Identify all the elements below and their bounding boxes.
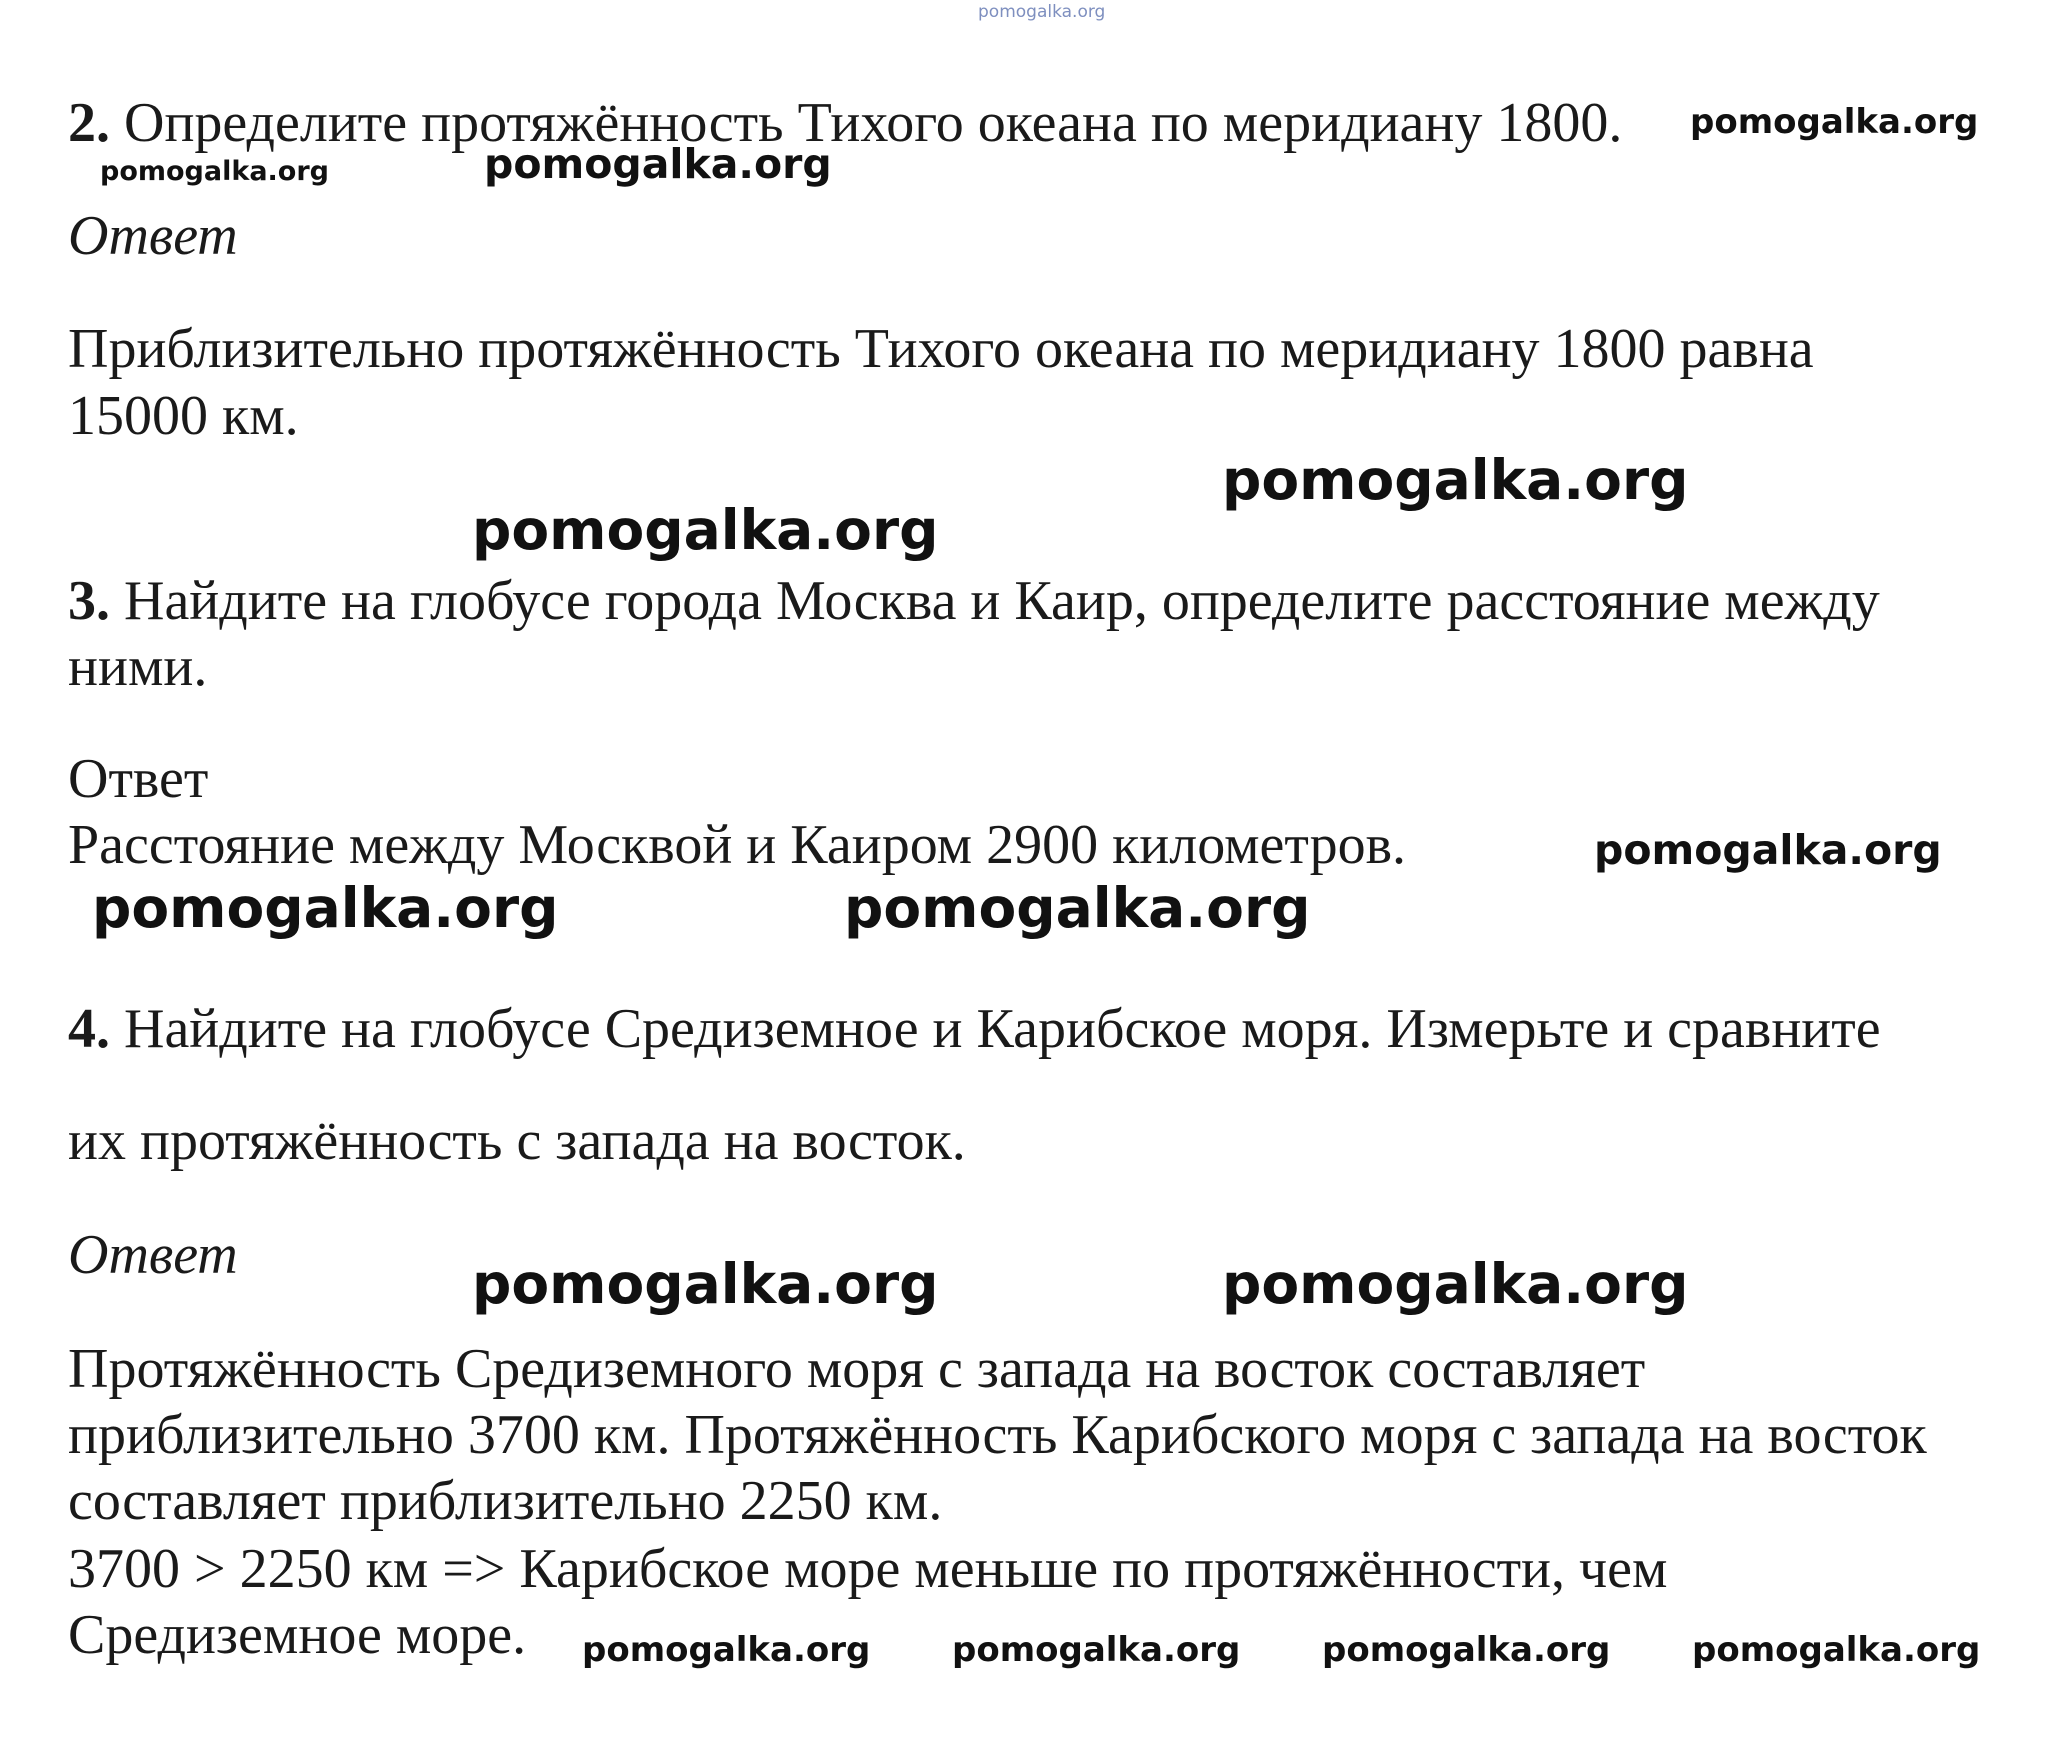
task4-question-text: Найдите на глобусе Средиземное и Карибское моря. Измерьте и сравните <box>110 998 1881 1060</box>
task2-answer-label: Ответ <box>68 205 238 267</box>
task2-number: 2. <box>68 92 110 154</box>
task4-answer-line3: составляет приблизительно 2250 км. <box>68 1470 943 1532</box>
task3-number: 3. <box>68 570 110 632</box>
task4-number: 4. <box>68 998 110 1060</box>
watermark: pomogalka.org <box>952 1630 1241 1670</box>
watermark: pomogalka.org <box>1692 1630 1981 1670</box>
watermark: pomogalka.org <box>472 498 939 562</box>
watermark: pomogalka.org <box>100 156 329 187</box>
task3-answer-line1: Расстояние между Москвой и Каиром 2900 километров. <box>68 814 1407 876</box>
task3-question-text: Найдите на глобусе города Москва и Каир, определите расстояние между <box>110 570 1880 632</box>
watermark: pomogalka.org <box>844 876 1311 940</box>
task2-answer-line1: Приблизительно протяжённость Тихого океана по меридиану 1800 равна <box>68 318 1814 380</box>
watermark: pomogalka.org <box>92 876 559 940</box>
task2-answer-line2: 15000 км. <box>68 385 299 447</box>
watermark: pomogalka.org <box>1594 826 1942 874</box>
task4-answer-line5: Средиземное море. <box>68 1604 527 1666</box>
watermark: pomogalka.org <box>1322 1630 1611 1670</box>
task3-answer-label: Ответ <box>68 748 209 810</box>
task4-answer-label: Ответ <box>68 1224 238 1286</box>
watermark: pomogalka.org <box>1690 102 1979 142</box>
task4-answer-line4: 3700 > 2250 км => Карибское море меньше по протяжённости, чем <box>68 1538 1668 1600</box>
watermark: pomogalka.org <box>582 1630 871 1670</box>
watermark: pomogalka.org <box>484 140 832 188</box>
task4-answer-line2: приблизительно 3700 км. Протяжённость Карибского моря с запада на восток <box>68 1404 1927 1466</box>
task4-question-line2: их протяжённость с запада на восток. <box>68 1110 966 1172</box>
task3-question-line2: ними. <box>68 636 208 698</box>
task4-answer-line1: Протяжённость Средиземного моря с запада на восток составляет <box>68 1338 1646 1400</box>
task3-question-line1 <box>68 568 1880 634</box>
watermark: pomogalka.org <box>472 1252 939 1316</box>
task4-question-line1 <box>68 996 1881 1062</box>
task2-question-text: Определите протяжённость Тихого океана по меридиану 1800. <box>110 92 1623 154</box>
watermark: pomogalka.org <box>1222 448 1689 512</box>
task2-question <box>68 90 1622 156</box>
watermark-top: pomogalka.org <box>978 2 1106 22</box>
watermark: pomogalka.org <box>1222 1252 1689 1316</box>
